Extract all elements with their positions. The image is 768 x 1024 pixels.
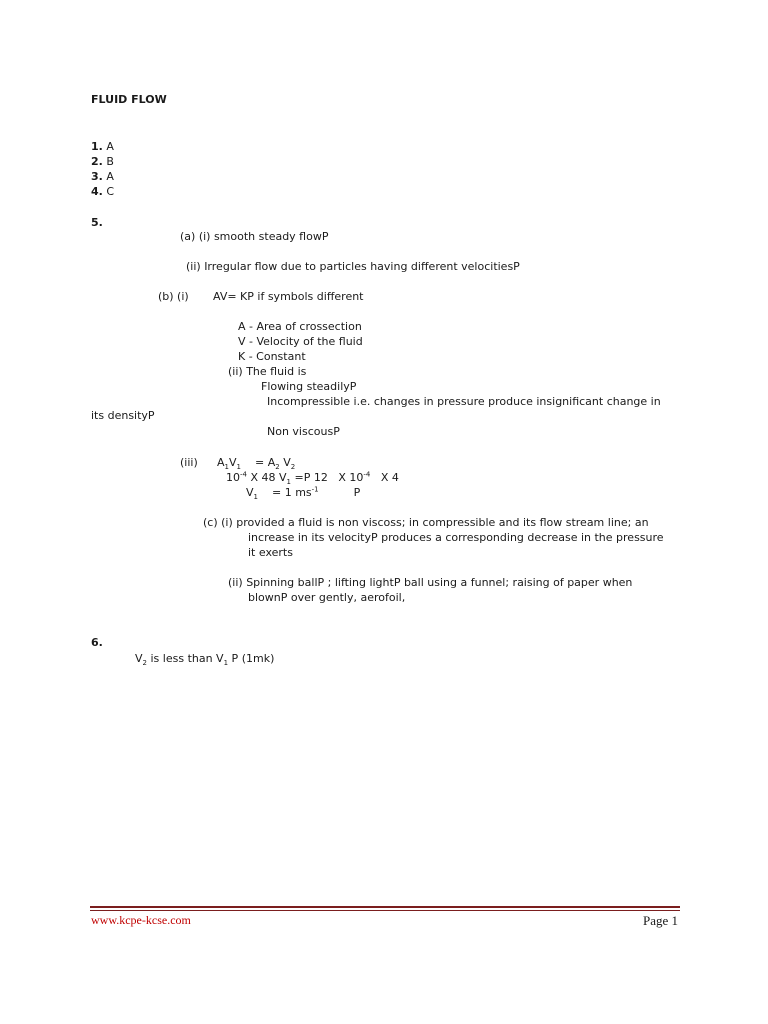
question-5-number: 5.: [91, 216, 103, 229]
q5-b-iii-label: (iii): [180, 456, 198, 469]
q5-c-i-line-3: it exerts: [248, 546, 293, 559]
q5-b-formula: AV= KP if symbols different: [213, 290, 364, 303]
answer-value: B: [106, 155, 114, 168]
equation-line-3: $V_1$ = 1 $ms^{-1}$ P: [246, 485, 361, 502]
definition-constant: K - Constant: [238, 350, 306, 363]
condition-incompressible: Incompressible i.e. changes in pressure produce insignificant change in: [267, 395, 661, 408]
q5-a-i: (a) (i) smooth steady flowP: [180, 230, 329, 243]
q5-c-i-line-1: (c) (i) provided a fluid is non viscoss; in compressible and its flow stream line; an: [203, 516, 649, 529]
definition-velocity: V - Velocity of the fluid: [238, 335, 363, 348]
footer-website-link[interactable]: www.kcpe-kcse.com: [91, 913, 191, 927]
q6-answer: $V_2$ is less than $V_1$ P (1mk): [135, 652, 275, 668]
q5-b-label: (b) (i): [158, 290, 189, 303]
answer-number: 1.: [91, 140, 103, 153]
answer-number: 4.: [91, 185, 103, 198]
page-title: FLUID FLOW: [91, 93, 167, 106]
answer-3: [91, 170, 114, 184]
answer-4: [91, 185, 114, 199]
answer-value: C: [106, 185, 115, 198]
answer-number: 2.: [91, 155, 103, 168]
answer-2: [91, 155, 114, 169]
q5-c-i-line-2: increase in its velocityP produces a corresponding decrease in the pressure: [248, 531, 664, 544]
footer-rule-thin: [90, 910, 680, 911]
answer-value: A: [106, 140, 114, 153]
condition-steady: Flowing steadilyP: [261, 380, 357, 393]
q5-b-ii: (ii) The fluid is: [228, 365, 307, 378]
q5-c-ii-line-2: blownP over gently, aerofoil,: [248, 591, 406, 604]
equation-line-2: $10^{-4}$ X 48 $V_1 =P$ 12 X $10^{-4}$ X 4: [226, 470, 399, 487]
equation-line-1: $A_1V_1$ = $A_2$ $V_2$: [217, 456, 296, 472]
q5-c-ii-line-1: (ii) Spinning ballP ; lifting lightP ball using a funnel; raising of paper when: [228, 576, 633, 589]
condition-incompressible-cont: its densityP: [91, 409, 155, 422]
answer-1: [91, 140, 114, 154]
answer-number: 3.: [91, 170, 103, 183]
question-6-number: 6.: [91, 636, 103, 649]
q5-a-ii: (ii) Irregular flow due to particles having different velocitiesP: [186, 260, 520, 273]
answer-value: A: [106, 170, 114, 183]
condition-non-viscous: Non viscousP: [267, 425, 340, 438]
definition-area: A - Area of crossection: [238, 320, 362, 333]
footer-rule: [90, 906, 680, 908]
page-number: Page 1: [642, 913, 678, 928]
